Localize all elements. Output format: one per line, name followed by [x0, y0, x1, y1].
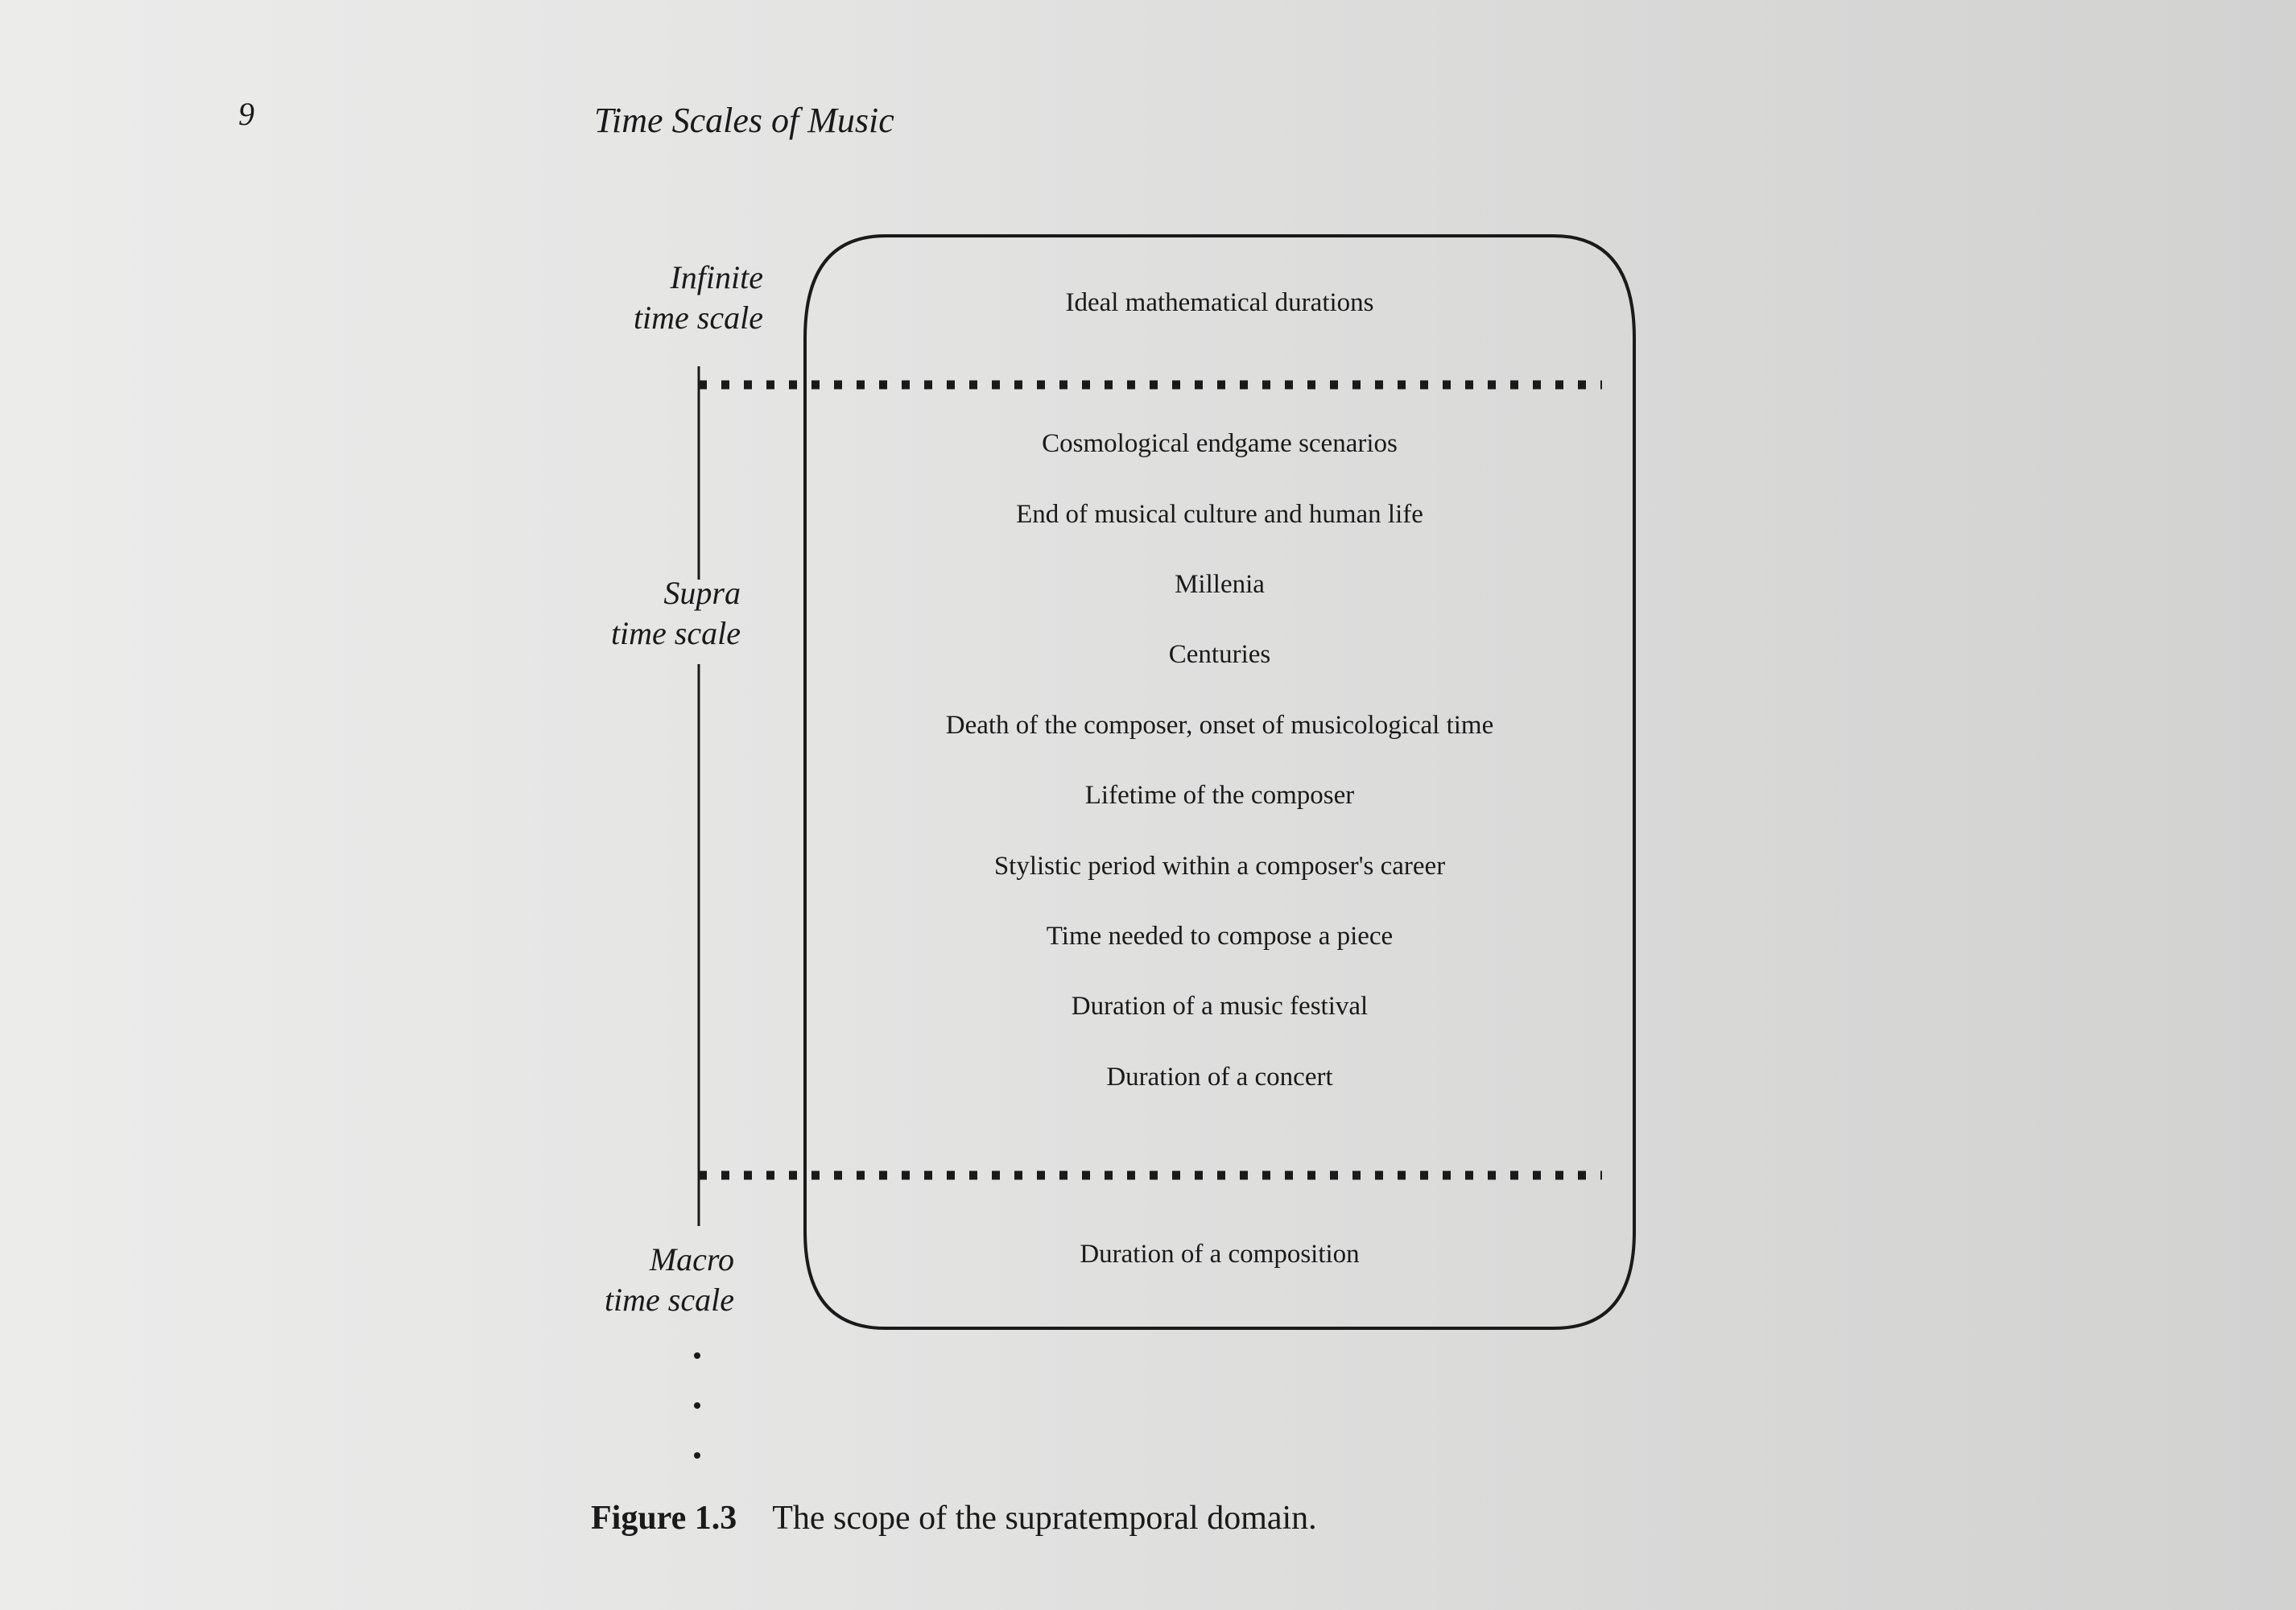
scale-label-supra — [451, 573, 741, 654]
duration-item: Ideal mathematical durations — [1065, 288, 1374, 317]
duration-item: Death of the composer, onset of musicological time — [945, 711, 1494, 740]
continuation-dot — [694, 1402, 700, 1409]
figure-caption — [591, 1499, 1317, 1538]
scale-suffix: time scale — [610, 615, 741, 651]
page-number: 9 — [238, 96, 254, 132]
scale-name: Supra — [663, 575, 741, 611]
duration-item: Millenia — [1175, 570, 1265, 599]
duration-item: Lifetime of the composer — [1084, 781, 1355, 810]
running-head: Time Scales of Music — [594, 101, 894, 140]
duration-item: Cosmological endgame scenarios — [1042, 429, 1398, 458]
scale-label-infinite — [473, 258, 763, 338]
scale-name: Macro — [649, 1241, 734, 1278]
duration-item: Centuries — [1168, 640, 1271, 669]
scale-suffix: time scale — [604, 1282, 734, 1318]
duration-item: Duration of a concert — [1106, 1063, 1333, 1092]
duration-item: Duration of a composition — [1080, 1240, 1360, 1269]
duration-item: Duration of a music festival — [1071, 992, 1369, 1021]
scale-name: Infinite — [670, 259, 763, 295]
scale-suffix: time scale — [633, 299, 763, 336]
continuation-dot — [694, 1452, 700, 1459]
duration-item: End of musical culture and human life — [1016, 500, 1423, 529]
scale-label-macro — [444, 1240, 734, 1320]
figure-label: Figure 1.3 — [591, 1500, 737, 1537]
duration-item: Stylistic period within a composer's career — [993, 852, 1446, 881]
duration-item: Time needed to compose a piece — [1046, 922, 1394, 951]
continuation-dot — [694, 1352, 700, 1359]
caption-text: The scope of the supratemporal domain. — [772, 1500, 1317, 1537]
